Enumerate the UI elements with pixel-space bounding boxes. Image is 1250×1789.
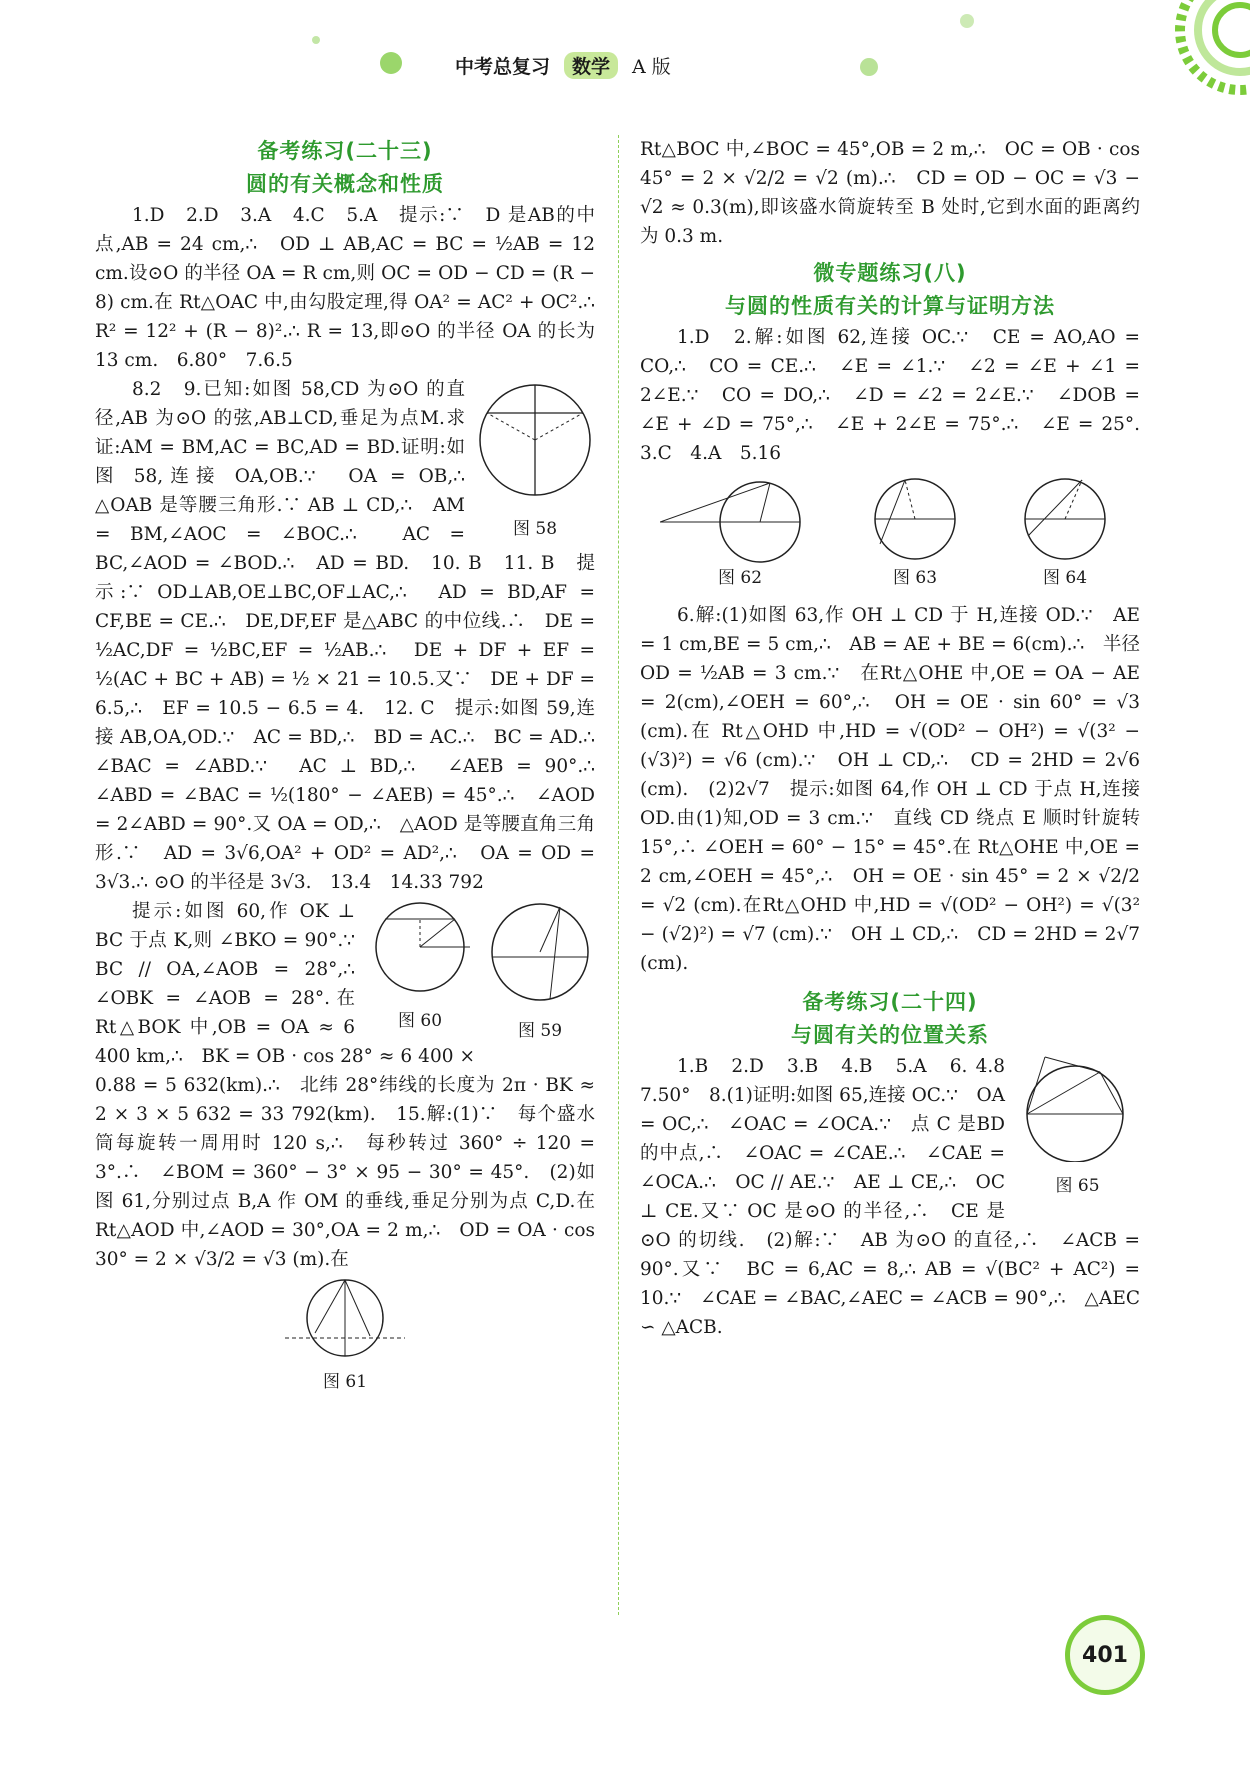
- answer-paragraph: Rt△BOC 中,∠BOC = 45°,OB = 2 m,∴ OC = OB · cos 45° = 2 × √2/2 = √2 (m).∴ CD = OD − OC = √3 − √2 ≈ 0.3(m),即该盛水筒旋转至 B 处时,它到水面的距离约为 0.3 m.: [640, 139, 1140, 247]
- edition-label: A 版: [632, 56, 671, 78]
- figure-58: [475, 375, 595, 544]
- answer-paragraph: 6.解:(1)如图 63,作 OH ⊥ CD 于 H,连接 OD.∵ AE = 1 cm,BE = 5 cm,∴ AB = AE + BE = 6(cm).∴ 半径 OD = ½AB = 3 cm.∵ 在Rt△OHE 中,OE = OA − AE = 2(cm),∠OEH = 60°,∴ OH = OE · sin 60° = √3 (cm).在 Rt△OHD 中,HD = √(OD² − OH²) = √(3² − (√3)²) = √6 (cm).∵ OH ⊥ CD,∴ CD = 2HD = 2√6 (cm). (2)2√7 提示:如图 64,作 OH ⊥ CD 于点 H,连接 OD.由(1)知,OD = 3 cm.∵ 直线 CD 绕点 E 顺时针旋转 15°,∴ ∠OEH = 60° − 15° = 45°.在 Rt△OHE 中,OE = 2 cm,∠OEH = 45°,∴ OH = OE · sin 45° = 2 × √2/2 = √2 (cm).在Rt△OHD 中,HD = √(OD² − OH²) = √(3² − (√2)²) = √7 (cm).∵ OH ⊥ CD,∴ CD = 2HD = 2√7 (cm).: [640, 605, 1140, 974]
- column-divider: [618, 135, 619, 1615]
- circle-diagram-icon: [475, 375, 595, 505]
- section-subtitle: 与圆有关的位置关系: [791, 1023, 989, 1047]
- circle-diagram-icon: [1015, 1052, 1140, 1162]
- section-subtitle: 圆的有关概念和性质: [246, 172, 444, 196]
- section-title: 备考练习(二十四): [802, 990, 978, 1014]
- corner-decoration-icon: [1110, 0, 1250, 100]
- right-column: [640, 135, 1159, 1342]
- subject-badge: 数学: [564, 52, 618, 79]
- page-number: 401: [1065, 1615, 1145, 1695]
- circle-diagram-icon: [660, 474, 820, 564]
- figure-64: [1010, 474, 1120, 593]
- circle-diagram-icon: [1010, 474, 1120, 564]
- figure-caption: 图 65: [1055, 1176, 1100, 1196]
- figure-caption: 图 64: [1042, 568, 1088, 588]
- circle-diagram-icon: [485, 897, 595, 1007]
- figure-caption: 图 60: [397, 1011, 443, 1031]
- figure-65: [1015, 1052, 1140, 1201]
- header-title: [455, 52, 671, 79]
- decor-dot: [860, 58, 878, 76]
- circle-diagram-icon: [285, 1278, 405, 1368]
- figure-caption: 图 59: [517, 1021, 563, 1041]
- figure-61: [95, 1278, 595, 1397]
- section-title: 备考练习(二十三): [257, 139, 433, 163]
- decor-dot: [312, 36, 320, 44]
- answer-paragraph: 1.D 2.D 3.A 4.C 5.A 提示:∵ D 是AB的中点,AB = 24 cm,∴ OD ⊥ AB,AC = BC = ½AB = 12 cm.设⊙O 的半径 OA = R cm,则 OC = OD − CD = (R − 8) cm.在 Rt△OAC 中,由勾股定理,得 OA² = AC² + OC².∴ R² = 12² + (R − 8)².∴ R = 13,即⊙O 的半径 OA 的长为 13 cm. 6.80° 7.6.5: [95, 205, 614, 371]
- figure-caption: 图 62: [717, 568, 763, 588]
- circle-diagram-icon: [365, 897, 475, 997]
- figure-63: [860, 474, 970, 593]
- left-column: [95, 135, 614, 1397]
- figure-59: [485, 897, 595, 1046]
- answer-paragraph: 1.D 2.解:如图 62,连接 OC.∵ CE = AO,AO = CO,∴ CO = CE.∴ ∠E = ∠1.∵ ∠2 = ∠E + ∠1 = 2∠E.∵ CO = DO,∴ ∠D = ∠2 = 2∠E.∵ ∠DOB = ∠E + ∠D = 75°,∴ ∠E + 2∠E = 75°.∴ ∠E = 25°. 3.C 4.A 5.16: [640, 327, 1159, 464]
- figure-row: [640, 474, 1140, 593]
- figure-caption: 图 63: [892, 568, 938, 588]
- page-header: [0, 0, 1250, 110]
- figure-caption: 图 61: [322, 1372, 368, 1392]
- decor-dot: [960, 14, 974, 28]
- circle-diagram-icon: [860, 474, 970, 564]
- series-name: 中考总复习: [455, 56, 551, 78]
- figure-caption: 图 58: [512, 519, 558, 539]
- answer-paragraph: 1.B 2.D 3.B 4.B 5.A 6. 4.8 7.50° 8.(1)证明:如图 65,连接 OC.∵ OA = OC,∴ ∠OAC = ∠OCA.∵ 点 C 是BD的中点,∴ ∠OAC = ∠CAE.∴ ∠CAE = ∠OCA.∴ OC // AE.∵ AE ⊥ CE,∴ OC ⊥ CE.又∵ OC 是⊙O 的半径,∴ CE 是⊙O 的切线. (2)解:∵ AB 为⊙O 的直径,∴ ∠ACB = 90°.又∵ BC = 6,AC = 8,∴ AB = √(BC² + AC²) = 10.∵ ∠CAE = ∠BAC,∠AEC = ∠ACB = 90°,∴ △AEC ∽ △ACB.: [640, 1056, 1140, 1338]
- answer-paragraph: 提示:如图 60,作 OK ⊥ BC 于点 K,则 ∠BKO = 90°.∵ BC // OA,∠AOB = 28°,∴ ∠OBK = ∠AOB = 28°.在Rt△BOK 中,OB = OA ≈ 6 400 km,∴ BK = OB · cos 28° ≈ 6 400 × 0.88 = 5 632(km).∴ 北纬 28°纬线的长度为 2π · BK ≈ 2 × 3 × 5 632 = 33 792(km). 15.解:(1)∵ 每个盛水筒每旋转一周用时 120 s,∴ 每秒转过 360° ÷ 120 = 3°.∴ ∠BOM = 360° − 3° × 95 − 30° = 45°. (2)如图 61,分别过点 B,A 作 OM 的垂线,垂足分别为点 C,D.在Rt△AOD 中,∠AOD = 30°,OA = 2 m,∴ OD = OA · cos 30° = 2 × √3/2 = √3 (m).在: [95, 901, 595, 1270]
- decor-dot: [380, 52, 402, 74]
- section-title: 微专题练习(八): [813, 261, 967, 285]
- figure-62: [660, 474, 820, 593]
- answer-paragraph: 8.2 9.已知:如图 58,CD 为⊙O 的直径,AB 为⊙O 的弦,AB⊥CD,垂足为点M.求证:AM = BM,AC = BC,AD = BD.证明:如图 58,连接 OA,OB.∵ OA = OB,∴ △OAB 是等腰三角形.∵ AB ⊥ CD,∴ AM = BM,∠AOC = ∠BOC.∴ AC = BC,∠AOD = ∠BOD.∴ AD = BD. 10. B 11. B 提示:∵ OD⊥AB,OE⊥BC,OF⊥AC,∴ AD = BD,AF = CF,BE = CE.∴ DE,DF,EF 是△ABC 的中位线.∴ DE = ½AC,DF = ½BC,EF = ½AB.∴ DE + DF + EF = ½(AC + BC + AB) = ½ × 21 = 10.5.又∵ DE + DF = 6.5,∴ EF = 10.5 − 6.5 = 4. 12. C 提示:如图 59,连接 AB,OA,OD.∵ AC = BD,∴ BD = AC.∴ BC = AD.∴ ∠BAC = ∠ABD.∵ AC ⊥ BD,∴ ∠AEB = 90°.∴ ∠ABD = ∠BAC = ½(180° − ∠AEB) = 45°.∴ ∠AOD = 2∠ABD = 90°.又 OA = OD,∴ △AOD 是等腰直角三角形.∵ AD = 3√6,OA² + OD² = AD²,∴ OA = OD = 3√3.∴ ⊙O 的半径是 3√3. 13.4 14.33 792: [95, 379, 614, 893]
- section-subtitle: 与圆的性质有关的计算与证明方法: [725, 294, 1055, 318]
- figure-60: [365, 897, 475, 1036]
